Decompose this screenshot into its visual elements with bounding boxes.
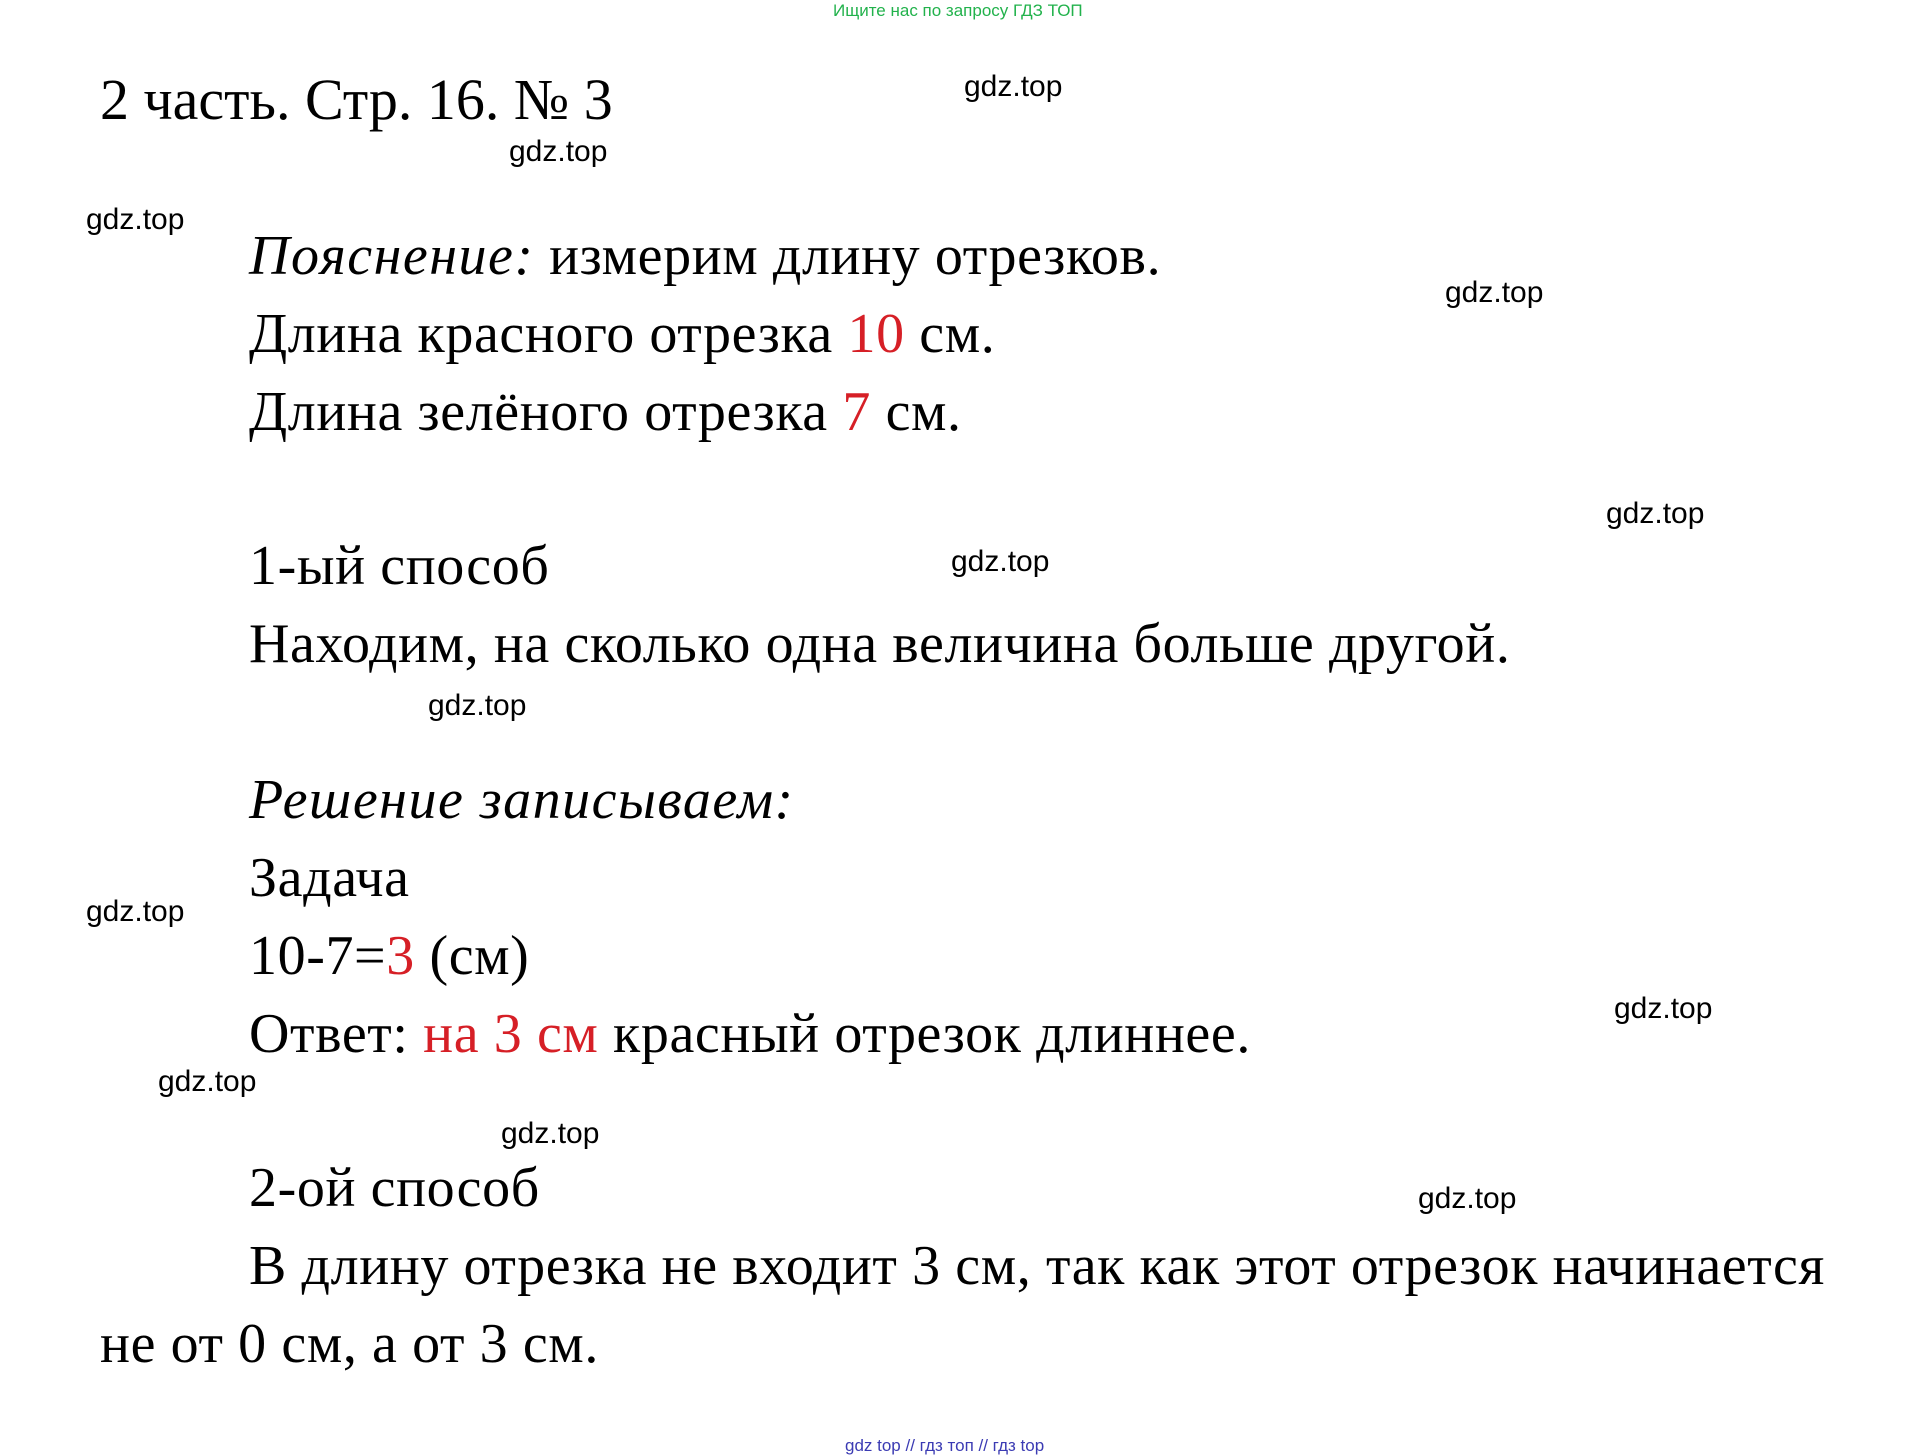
task-label: Задача [249,847,410,909]
green-segment-prefix: Длина зелёного отрезка [249,381,843,443]
method2-line1: В длину отрезка не входит 3 см, так как этот отрезок начинается [249,1235,1825,1297]
watermark: gdz.top [1606,497,1705,530]
answer-prefix: Ответ: [249,1003,424,1065]
red-segment-suffix: см. [904,303,996,365]
answer-line [249,1002,1251,1066]
equation-result: 3 [386,925,415,987]
explanation-text: измерим длину отрезков. [534,225,1162,287]
watermark: gdz.top [1418,1182,1517,1215]
method2-heading: 2-ой способ [249,1157,540,1219]
top-banner: Ищите нас по запросу ГДЗ ТОП [833,1,1083,20]
bottom-banner: gdz top // гдз топ // гдз top [845,1436,1045,1455]
watermark: gdz.top [501,1117,600,1150]
red-segment-value: 10 [847,303,905,365]
green-segment-suffix: см. [870,381,962,443]
watermark: gdz.top [964,70,1063,103]
red-segment-line [249,302,995,366]
watermark: gdz.top [428,689,527,722]
method1-description: Находим, на сколько одна величина больше другой. [249,613,1511,675]
equation-line [249,924,529,988]
equation-suffix: (см) [414,925,530,987]
explanation-line [249,224,1161,288]
explanation-label: Пояснение: [249,225,535,287]
watermark: gdz.top [86,895,185,928]
solution-label: Решение записываем: [249,769,795,831]
answer-suffix: красный отрезок длиннее. [598,1003,1251,1065]
green-segment-value: 7 [842,381,871,443]
watermark: gdz.top [951,545,1050,578]
watermark: gdz.top [86,203,185,236]
watermark: gdz.top [1614,992,1713,1025]
watermark: gdz.top [158,1065,257,1098]
watermark: gdz.top [1445,276,1544,309]
green-segment-line [249,380,962,444]
page-title: 2 часть. Стр. 16. № 3 [100,67,613,132]
watermark: gdz.top [509,135,608,168]
red-segment-prefix: Длина красного отрезка [249,303,848,365]
equation-prefix: 10-7= [249,925,387,987]
method2-line2: не от 0 см, а от 3 см. [100,1313,599,1375]
answer-highlight: на 3 см [423,1003,599,1065]
method1-heading: 1-ый способ [249,535,550,597]
